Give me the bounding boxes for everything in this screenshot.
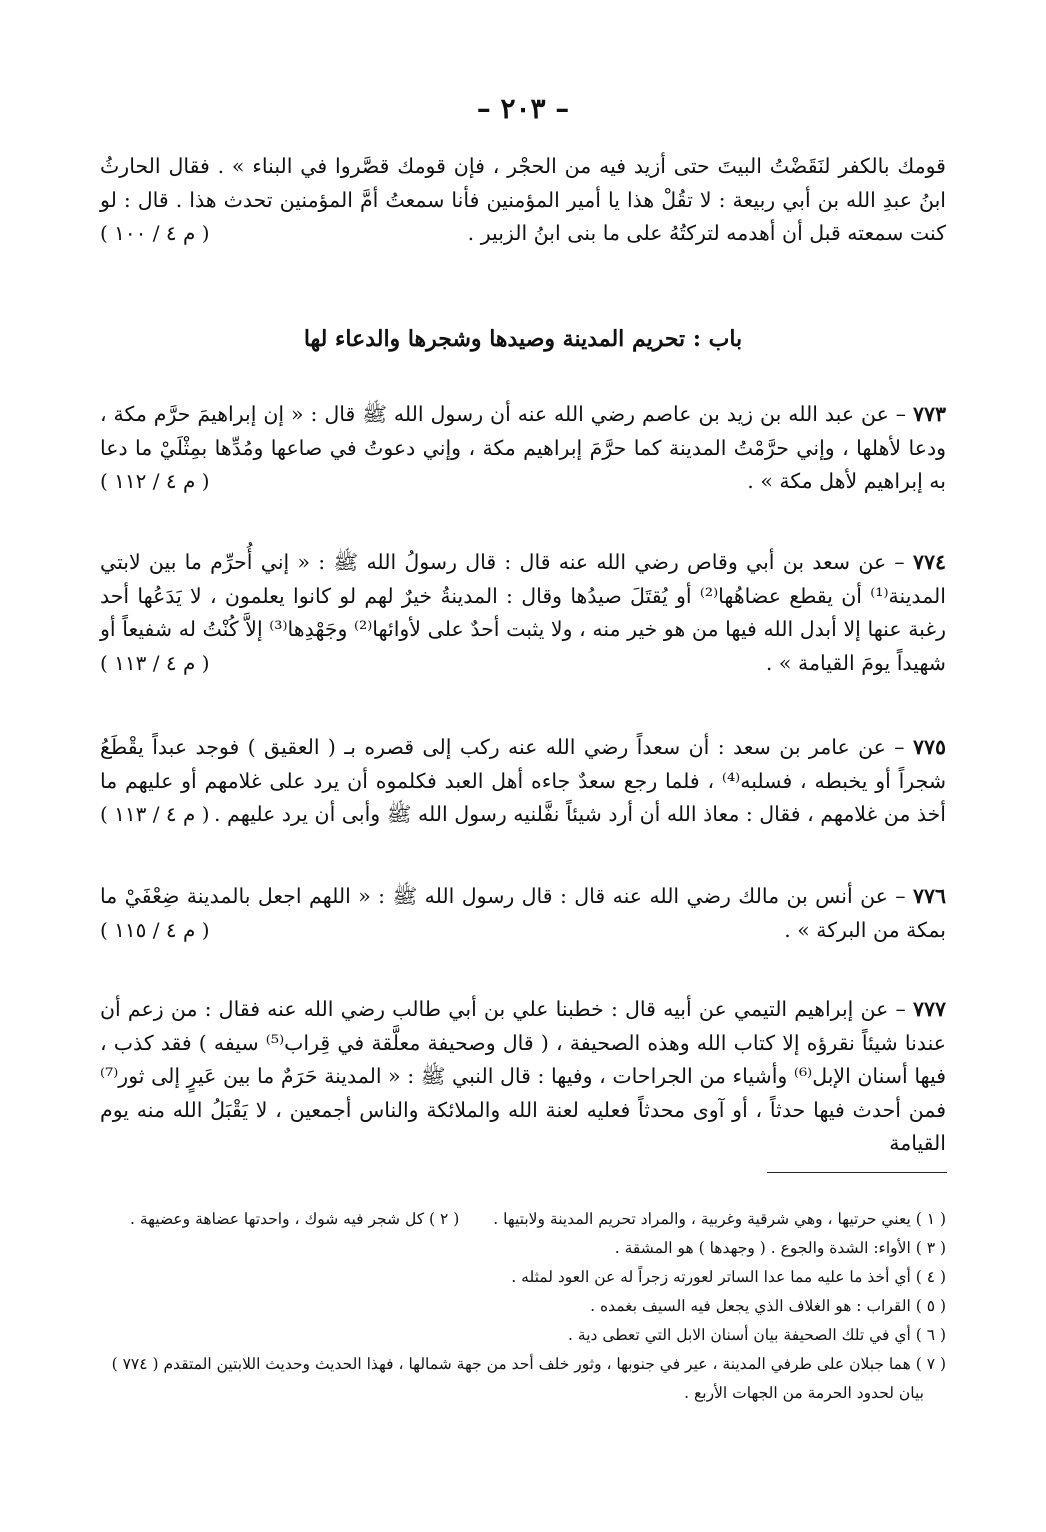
footnote-divider	[767, 1172, 947, 1173]
intro-paragraph	[100, 150, 946, 251]
page-number: – ٢٠٣ –	[476, 92, 570, 125]
hadith-774	[100, 546, 946, 680]
section-title: باب : تحريم المدينة وصيدها وشجرها والدعاء لها	[303, 326, 743, 352]
reference: ( م ٤ / ١١٣ )	[100, 650, 210, 675]
hadith-773	[100, 398, 946, 499]
footnote-7: ( ٧ ) هما جبلان على طرفي المدينة ، عير في جنوبها ، وثور خلف أحد من جهة شمالها ، فهذا الحديث وحديث اللابتين المتقدم ( ٧٧٤ )	[111, 1355, 946, 1373]
reference: ( م ٤ / ١١٥ )	[100, 917, 210, 942]
footnotes	[90, 1205, 946, 1408]
hadith-775	[100, 731, 946, 832]
footnote-5: ( ٥ ) القراب : هو الغلاف الذي يجعل فيه السيف بغمده .	[590, 1297, 946, 1315]
intro-text: قومك بالكفر لنَقَضْتُ البيتَ حتى أزيد فيه من الحجْر ، فإن قومك قصَّروا في البناء » . فقال الحارثُ ابنُ عبدِ الله بن أبي ربيعة : لا تقُلْ هذا يا أمير المؤمنين فأنا سمعتُ أمَّ المؤمنين تحدث هذا . قال : لو كنت سمعته قبل أن أهدمه لتركتُهُ على ما بنى ابنُ الزبير .	[100, 154, 946, 245]
hadith-text: – عن إبراهيم التيمي عن أبيه قال : خطبنا علي بن أبي طالب رضي الله عنه فقال : من زعم أن عندنا شيئاً نقرؤه إلا كتاب الله وهذه الصحيفة ، ( قال وصحيفة معلَّقة في قِراب⁽⁵⁾ سيفه ) فقد كذب ، فيها أسنان الإبل⁽⁶⁾ وأشياء من الجراحات ، وفيها : قال النبي ﷺ : « المدينة حَرَمٌ ما بين عَيرٍ إلى ثور⁽⁷⁾ فمن أحدث فيها حدثاً ، أو آوى محدثاً فعليه لعنة الله والملائكة والناس أجمعين ، لا يَقْبَلُ الله منه يوم القيامة	[100, 997, 946, 1155]
footnote-row-1	[90, 1205, 946, 1234]
hadith-776	[100, 880, 946, 947]
hadith-text: – عن عبد الله بن زيد بن عاصم رضي الله عنه أن رسول الله ﷺ قال : « إن إبراهيمَ حرَّم مكة ، ودعا لأهلها ، وإني حرَّمْتُ المدينة كما حرَّمَ إبراهيم مكة ، وإني دعوتُ في صاعها ومُدِّها بمِثْلَيْ ما دعا به إبراهيم لأهل مكة » .	[100, 402, 946, 493]
footnote-1: ( ١ ) يعني حرتيها ، وهي شرقية وغربية ، والمراد تحريم المدينة ولابتيها .	[493, 1210, 946, 1228]
hadith-number: ٧٧٦	[912, 884, 946, 908]
hadith-number: ٧٧٣	[912, 402, 946, 426]
hadith-number: ٧٧٤	[912, 550, 946, 574]
reference: ( م ٤ / ١١٢ )	[100, 469, 210, 493]
footnote-2: ( ٢ ) كل شجر فيه شوك ، واحدتها عضاهة وعضيهة .	[130, 1210, 460, 1228]
hadith-text: – عن أنس بن مالك رضي الله عنه قال : قال رسول الله ﷺ : « اللهم اجعل بالمدينة ضِعْفَيْ ما بمكة من البركة » .	[100, 884, 946, 942]
hadith-text: – عن سعد بن أبي وقاص رضي الله عنه قال : قال رسولُ الله ﷺ : « إني أُحرِّم ما بين لابتي المدينة⁽¹⁾ أن يقطع عضاهُها⁽²⁾ أو يُقتَلَ صيدُها وقال : المدينةُ خيرٌ لهم لو كانوا يعلمون ، لا يَدَعُها أحد رغبة عنها إلا أبدل الله فيها من هو خير منه ، ولا يثبت أحدٌ على لأوائها⁽²⁾ وجَهْدِها⁽³⁾ إلاَّ كُنْتُ له شفيعاً أو شهيداً يومَ القيامة » .	[100, 550, 946, 675]
hadith-text: – عن عامر بن سعد : أن سعداً رضي الله عنه ركب إلى قصره بـ ( العقيق ) فوجد عبداً يقْطَعُ شجراً أو يخبطه ، فسلبه⁽⁴⁾ ، فلما رجع سعدٌ جاءه أهل العبد فكلموه أن يرد على غلامهم أو عليهم ما أخذ من غلامهم ، فقال : معاذ الله أن أرد شيئاً نفَّلنيه رسول الله ﷺ وأبى أن يرد عليهم .	[100, 735, 947, 826]
footnote-6: ( ٦ ) أي في تلك الصحيفة بيان أسنان الابل التي تعطى دية .	[568, 1326, 946, 1344]
footnote-3: ( ٣ ) الأواء: الشدة والجوع . ( وجهدها ) هو المشقة .	[614, 1239, 946, 1257]
footnote-7-continued: بيان لحدود الحرمة من الجهات الأربع .	[684, 1384, 924, 1402]
hadith-777	[100, 993, 946, 1161]
reference: ( م ٤ / ١١٣ )	[100, 802, 210, 826]
hadith-number: ٧٧٥	[912, 735, 946, 759]
footnote-4: ( ٤ ) أي أخذ ما عليه مما عدا الساتر لعورته زجراً له عن العود لمثله .	[511, 1268, 946, 1286]
reference: ( م ٤ / ١٠٠ )	[100, 221, 210, 245]
hadith-number: ٧٧٧	[912, 997, 946, 1021]
